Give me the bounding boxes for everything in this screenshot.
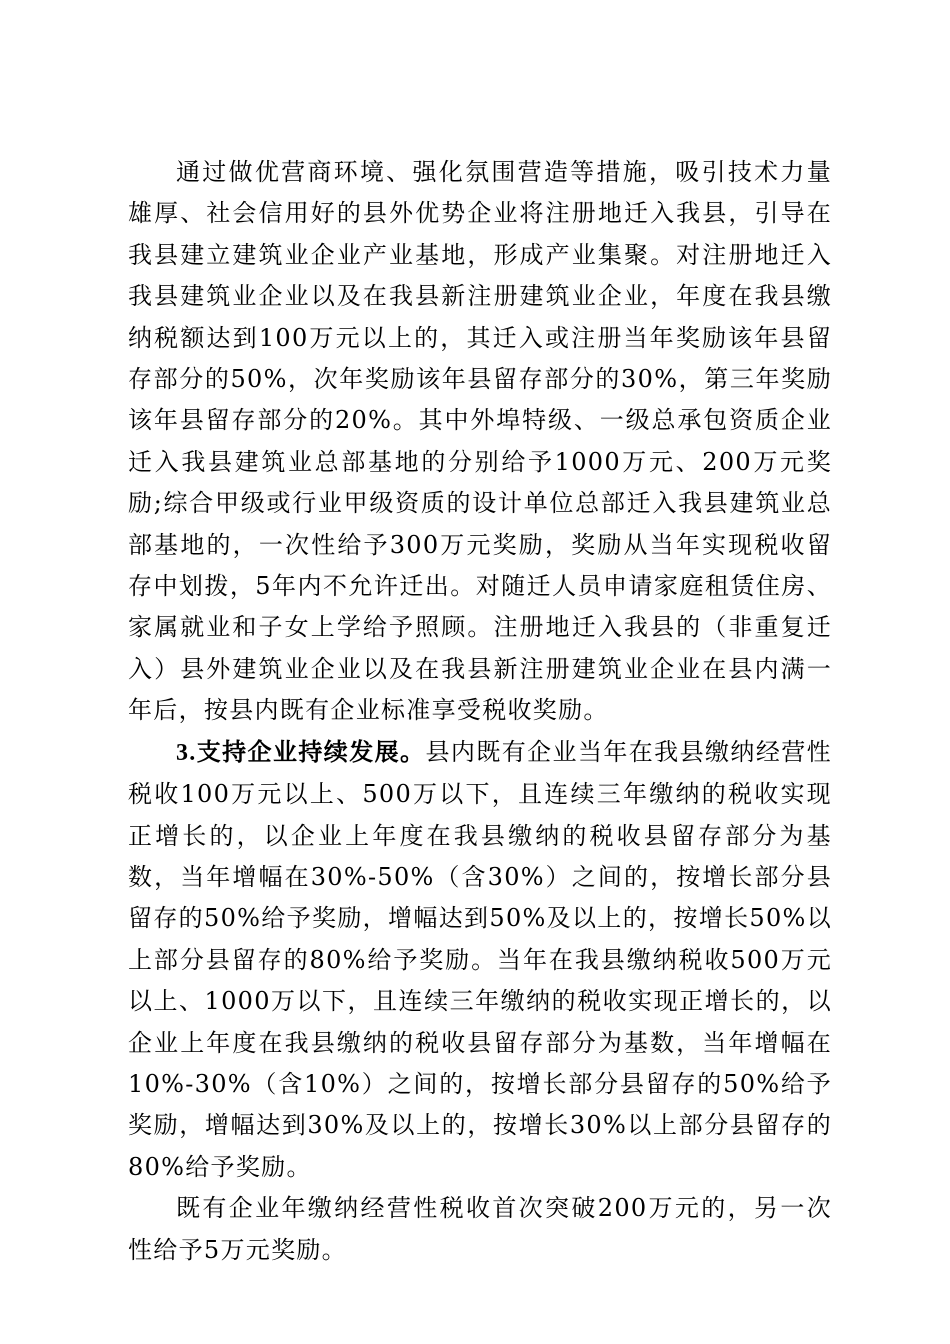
paragraph-one-time-reward-text: 既有企业年缴纳经营性税收首次突破200万元的，另一次性给予5万元奖励。	[128, 1194, 832, 1264]
paragraph-continuous-development	[128, 732, 832, 1188]
document-page	[128, 152, 832, 1271]
paragraph-one-time-reward	[128, 1188, 832, 1271]
paragraph-relocation-incentives	[128, 152, 832, 732]
paragraph-continuous-development-text: 县内既有企业当年在我县缴纳经营性税收100万元以上、500万以下，且连续三年缴纳的税收实现正增长的，以企业上年度在我县缴纳的税收县留存部分为基数，当年增幅在30%-50%（含30%）之间的，按增长部分县留存的50%给予奖励，增幅达到50%及以上的，按增长50%以上部分县留存的80%给予奖励。当年在我县缴纳税收500万元以上、1000万以下，且连续三年缴纳的税收实现正增长的，以企业上年度在我县缴纳的税收县留存部分为基数，当年增幅在10%-30%（含10%）之间的，按增长部分县留存的50%给予奖励，增幅达到30%及以上的，按增长30%以上部分县留存的80%给予奖励。	[128, 737, 832, 1181]
section-heading: 3.支持企业持续发展。	[176, 739, 426, 766]
paragraph-relocation-text: 通过做优营商环境、强化氛围营造等措施，吸引技术力量雄厚、社会信用好的县外优势企业将注册地迁入我县，引导在我县建立建筑业企业产业基地，形成产业集聚。对注册地迁入我县建筑业企业以及在我县新注册建筑业企业，年度在我县缴纳税额达到100万元以上的，其迁入或注册当年奖励该年县留存部分的50%，次年奖励该年县留存部分的30%，第三年奖励该年县留存部分的20%。其中外埠特级、一级总承包资质企业迁入我县建筑业总部基地的分别给予1000万元、200万元奖励;综合甲级或行业甲级资质的设计单位总部迁入我县建筑业总部基地的，一次性给予300万元奖励，奖励从当年实现税收留存中划拨，5年内不允许迁出。对随迁人员申请家庭租赁住房、家属就业和子女上学给予照顾。注册地迁入我县的（非重复迁入）县外建筑业企业以及在我县新注册建筑业企业在县内满一年后，按县内既有企业标准享受税收奖励。	[128, 158, 832, 725]
